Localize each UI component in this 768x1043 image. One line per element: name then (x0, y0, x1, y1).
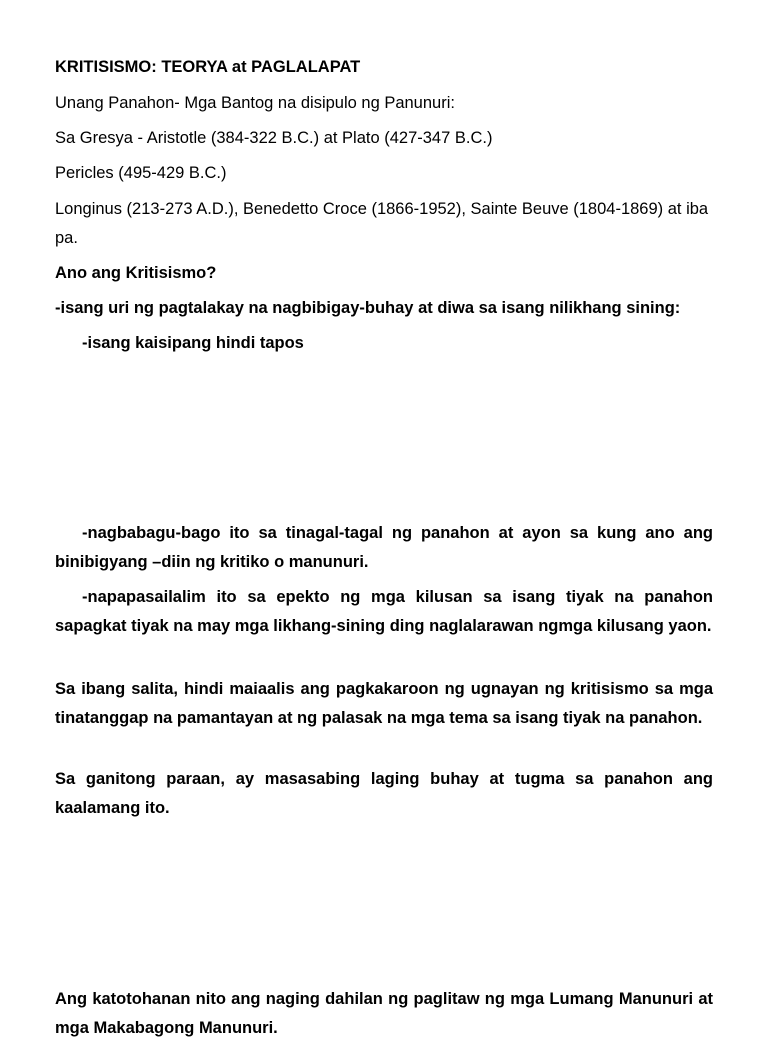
definition-line-2: -isang kaisipang hindi tapos (82, 334, 304, 352)
heading-ano-ang-kritisismo: Ano ang Kritisismo? (55, 264, 217, 282)
document-title: KRITISISMO: TEORYA at PAGLALAPAT (55, 58, 361, 76)
line-unang-panahon: Unang Panahon- Mga Bantog na disipulo ng Panunuri: (55, 94, 455, 112)
line-gresya: Sa Gresya - Aristotle (384-322 B.C.) at Plato (427-347 B.C.) (55, 129, 493, 147)
definition-line-1: -isang uri ng pagtalakay na nagbibigay-buhay at diwa sa isang nilikhang sining: (55, 299, 681, 317)
line-longinus: Longinus (213-273 A.D.), Benedetto Croce (1866-1952), Sainte Beuve (1804-1869) at iba pa. (55, 200, 709, 247)
paragraph-nagbabagu: -nagbabagu-bago ito sa tinagal-tagal ng panahon at ayon sa kung ano ang binibigyang –diin ng kritiko o manunuri. (55, 524, 713, 571)
line-pericles: Pericles (495-429 B.C.) (55, 164, 227, 182)
paragraph-sa-ibang-salita: Sa ibang salita, hindi maiaalis ang pagkakaroon ng ugnayan ng kritisismo sa mga tinatanggap na pamantayan at ng palasak na mga tema sa isang tiyak na panahon. (55, 680, 713, 727)
paragraph-napapasailalim: -napapasailalim ito sa epekto ng mga kilusan sa isang tiyak na panahon sapagkat tiyak na may mga likhang-sining ding naglalarawan ngmga kilusang yaon. (55, 588, 713, 635)
paragraph-ang-katotohanan: Ang katotohanan nito ang naging dahilan ng paglitaw ng mga Lumang Manunuri at mga Makabagong Manunuri. (55, 990, 713, 1037)
paragraph-sa-ganitong-paraan: Sa ganitong paraan, ay masasabing laging buhay at tugma sa panahon ang kaalamang ito. (55, 770, 713, 817)
